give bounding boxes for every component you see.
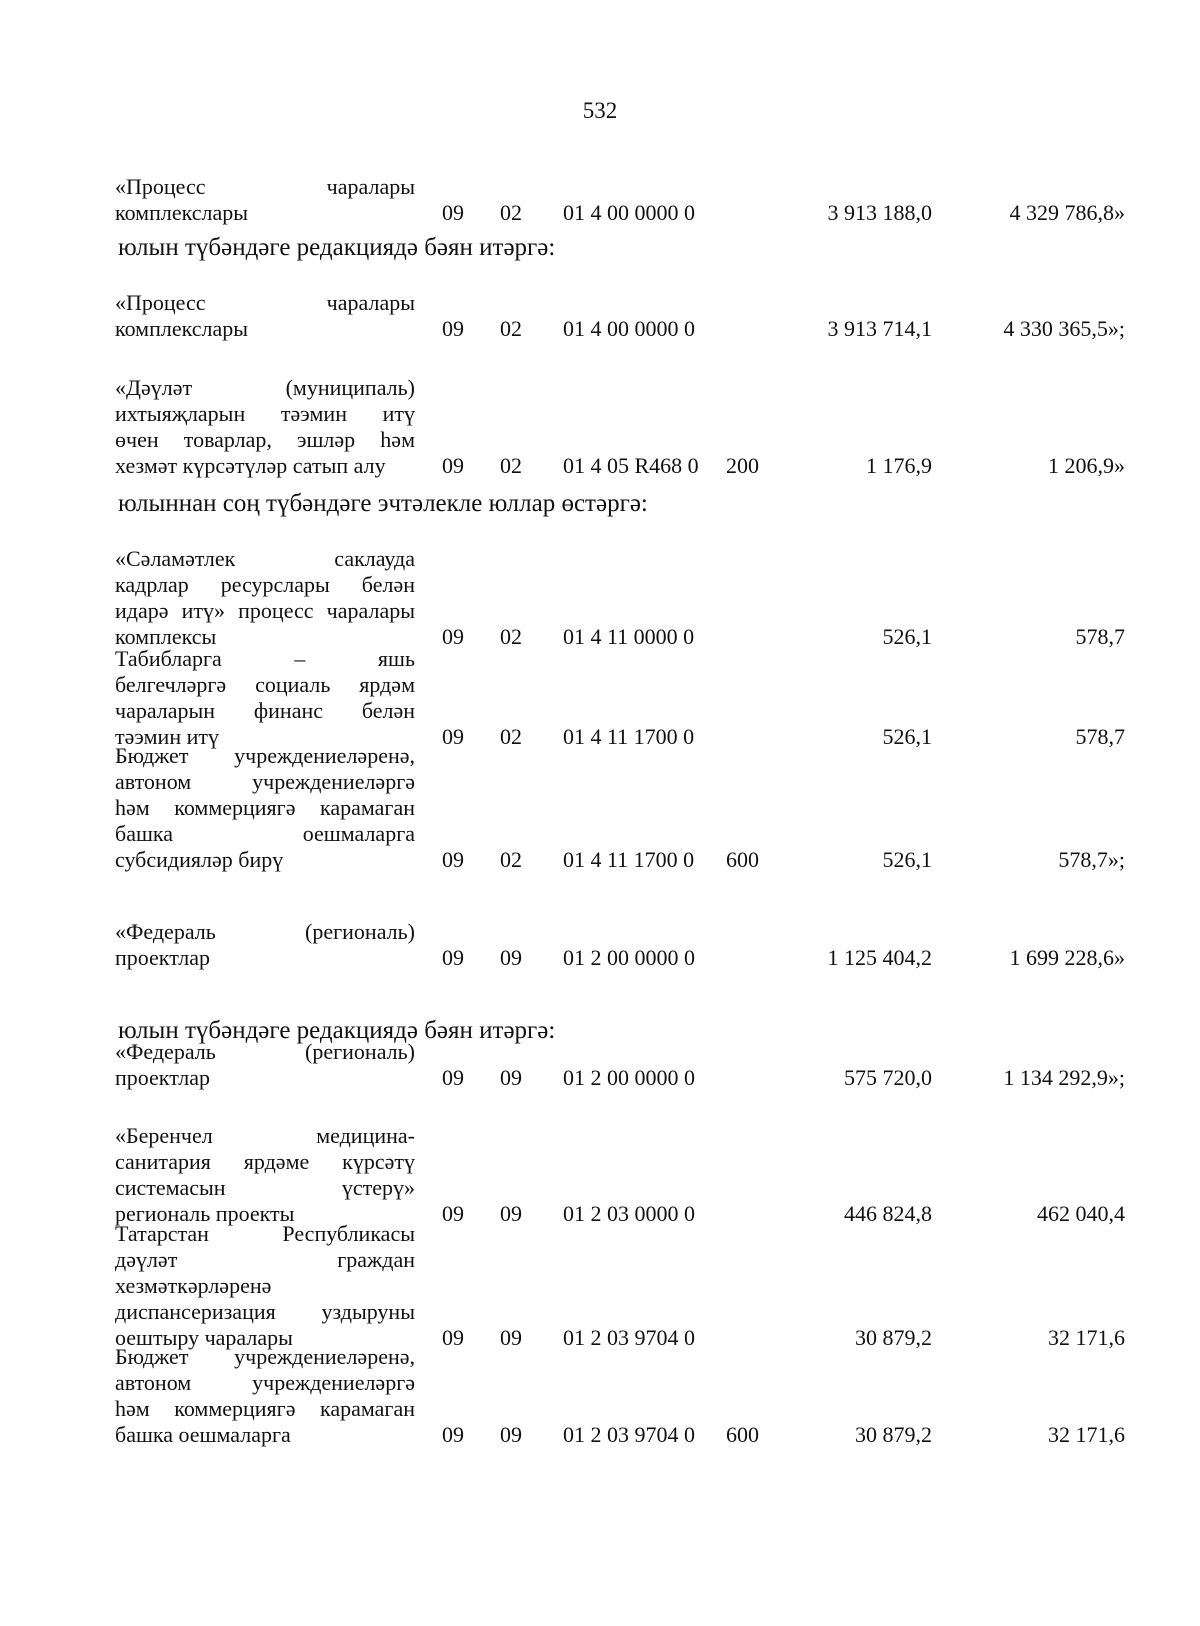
name-line: хезмәт күрсәтүләр сатып алу: [115, 453, 386, 478]
instruction-text: юлын түбәндәге редакциядә бәян итәргә:: [118, 234, 556, 261]
target-article-code: 01 4 11 0000 0: [563, 624, 695, 649]
name-line: тәэмин итү: [115, 724, 219, 749]
name-line: кадрлар ресурслары белән: [115, 572, 415, 597]
budget-row: [115, 290, 1125, 342]
name-line: «Беренчел медицина-: [115, 1123, 415, 1148]
amount-year-2: 578,7»;: [1058, 847, 1125, 872]
name-line: оештыру чаралары: [115, 1325, 293, 1350]
name-line: санитария ярдәме күрсәтү: [115, 1149, 415, 1174]
budget-row: [115, 375, 1125, 479]
section-code: 09: [442, 1065, 464, 1090]
name-line: башка оешмаларга: [115, 1422, 291, 1447]
section-code: 09: [442, 1325, 464, 1350]
name-line: субсидияләр бирү: [115, 847, 284, 872]
name-line: «Дәүләт (муниципаль): [115, 375, 415, 400]
subsection-code: 09: [500, 945, 522, 970]
amount-year-2: 32 171,6: [1048, 1422, 1125, 1447]
target-article-code: 01 4 11 1700 0: [563, 847, 695, 872]
name-line: дәүләт граждан: [115, 1247, 415, 1272]
expense-group: 600: [726, 847, 759, 872]
name-line: проектлар: [115, 1065, 211, 1090]
amount-year-1: 526,1: [882, 724, 932, 749]
name-line: «Федераль (региональ): [115, 919, 415, 944]
amount-year-1: 30 879,2: [855, 1422, 932, 1447]
target-article-code: 01 4 11 1700 0: [563, 724, 695, 749]
section-code: 09: [442, 724, 464, 749]
subsection-code: 02: [500, 200, 522, 225]
target-article-code: 01 4 00 0000 0: [563, 316, 695, 341]
name-line: башка оешмаларга: [115, 821, 415, 846]
instruction-text: юлын түбәндәге редакциядә бәян итәргә:: [118, 1017, 556, 1044]
name-line: «Процесс чаралары: [115, 174, 415, 199]
name-line: региональ проекты: [115, 1201, 295, 1226]
amount-year-2: 578,7: [1075, 724, 1125, 749]
amount-year-2: 462 040,4: [1037, 1201, 1125, 1226]
expense-group: 200: [726, 453, 759, 478]
subsection-code: 09: [500, 1325, 522, 1350]
target-article-code: 01 2 03 9704 0: [563, 1325, 695, 1350]
name-line: Татарстан Республикасы: [115, 1221, 415, 1246]
subsection-code: 09: [500, 1065, 522, 1090]
name-line: Табибларга – яшь: [115, 646, 415, 671]
section-code: 09: [442, 453, 464, 478]
budget-row: [115, 646, 1125, 750]
section-code: 09: [442, 316, 464, 341]
section-code: 09: [442, 1201, 464, 1226]
name-line: хезмәткәрләренә: [115, 1273, 272, 1298]
target-article-code: 01 2 00 0000 0: [563, 945, 695, 970]
amount-year-1: 526,1: [882, 847, 932, 872]
expense-group: 600: [726, 1422, 759, 1447]
budget-row: [115, 1123, 1125, 1227]
name-line: һәм коммерциягә карамаган: [115, 795, 415, 820]
name-line: «Федераль (региональ): [115, 1039, 415, 1064]
name-line: «Процесс чаралары: [115, 290, 415, 315]
name-line: автоном учреждениеләргә: [115, 1370, 415, 1395]
amount-year-1: 3 913 714,1: [827, 316, 932, 341]
name-line: автоном учреждениеләргә: [115, 769, 415, 794]
name-line: өчен товарлар, эшләр һәм: [115, 427, 415, 452]
section-code: 09: [442, 1422, 464, 1447]
subsection-code: 02: [500, 316, 522, 341]
name-line: диспансеризация уздыруны: [115, 1299, 415, 1324]
budget-row: [115, 1039, 1125, 1091]
page-number: 532: [582, 98, 618, 123]
subsection-code: 02: [500, 624, 522, 649]
subsection-code: 02: [500, 724, 522, 749]
subsection-code: 09: [500, 1201, 522, 1226]
amount-year-2: 1 699 228,6»: [1009, 945, 1125, 970]
name-line: комплекслары: [115, 316, 249, 341]
budget-row: [115, 743, 1125, 873]
subsection-code: 02: [500, 453, 522, 478]
target-article-code: 01 2 00 0000 0: [563, 1065, 695, 1090]
budget-row: [115, 174, 1125, 226]
name-line: һәм коммерциягә карамаган: [115, 1396, 415, 1421]
instruction-text: юлыннан соң түбәндәге эчтәлекле юллар өстәргә:: [118, 490, 648, 517]
budget-row: [115, 919, 1125, 971]
name-line: системасын үстерү»: [115, 1175, 415, 1200]
target-article-code: 01 4 05 R468 0: [563, 453, 699, 478]
target-article-code: 01 4 00 0000 0: [563, 200, 695, 225]
amount-year-1: 575 720,0: [844, 1065, 932, 1090]
name-line: ихтыяҗларын тәэмин итү: [115, 401, 415, 426]
amount-year-2: 32 171,6: [1048, 1325, 1125, 1350]
name-line: идарә итү» процесс чаралары: [115, 598, 415, 623]
section-code: 09: [442, 945, 464, 970]
amount-year-1: 526,1: [882, 624, 932, 649]
name-line: белгечләргә социаль ярдәм: [115, 672, 415, 697]
amount-year-2: 4 330 365,5»;: [1003, 316, 1125, 341]
budget-row: [115, 1344, 1125, 1448]
budget-row: [115, 1221, 1125, 1351]
amount-year-2: 1 134 292,9»;: [1003, 1065, 1125, 1090]
name-line: «Сәламәтлек саклауда: [115, 546, 415, 571]
target-article-code: 01 2 03 0000 0: [563, 1201, 695, 1226]
name-line: Бюджет учреждениеләренә,: [115, 1344, 415, 1369]
amount-year-2: 4 329 786,8»: [1009, 200, 1125, 225]
amount-year-1: 30 879,2: [855, 1325, 932, 1350]
section-code: 09: [442, 847, 464, 872]
name-line: комплекслары: [115, 200, 249, 225]
section-code: 09: [442, 624, 464, 649]
name-line: чараларын финанс белән: [115, 698, 415, 723]
name-line: проектлар: [115, 945, 211, 970]
name-line: Бюджет учреждениеләренә,: [115, 743, 415, 768]
name-line: комплексы: [115, 624, 217, 649]
amount-year-1: 446 824,8: [844, 1201, 932, 1226]
section-code: 09: [442, 200, 464, 225]
target-article-code: 01 2 03 9704 0: [563, 1422, 695, 1447]
subsection-code: 09: [500, 1422, 522, 1447]
subsection-code: 02: [500, 847, 522, 872]
amount-year-1: 3 913 188,0: [827, 200, 932, 225]
amount-year-1: 1 125 404,2: [827, 945, 932, 970]
budget-row: [115, 546, 1125, 650]
amount-year-2: 1 206,9»: [1048, 453, 1125, 478]
amount-year-2: 578,7: [1075, 624, 1125, 649]
amount-year-1: 1 176,9: [866, 453, 932, 478]
